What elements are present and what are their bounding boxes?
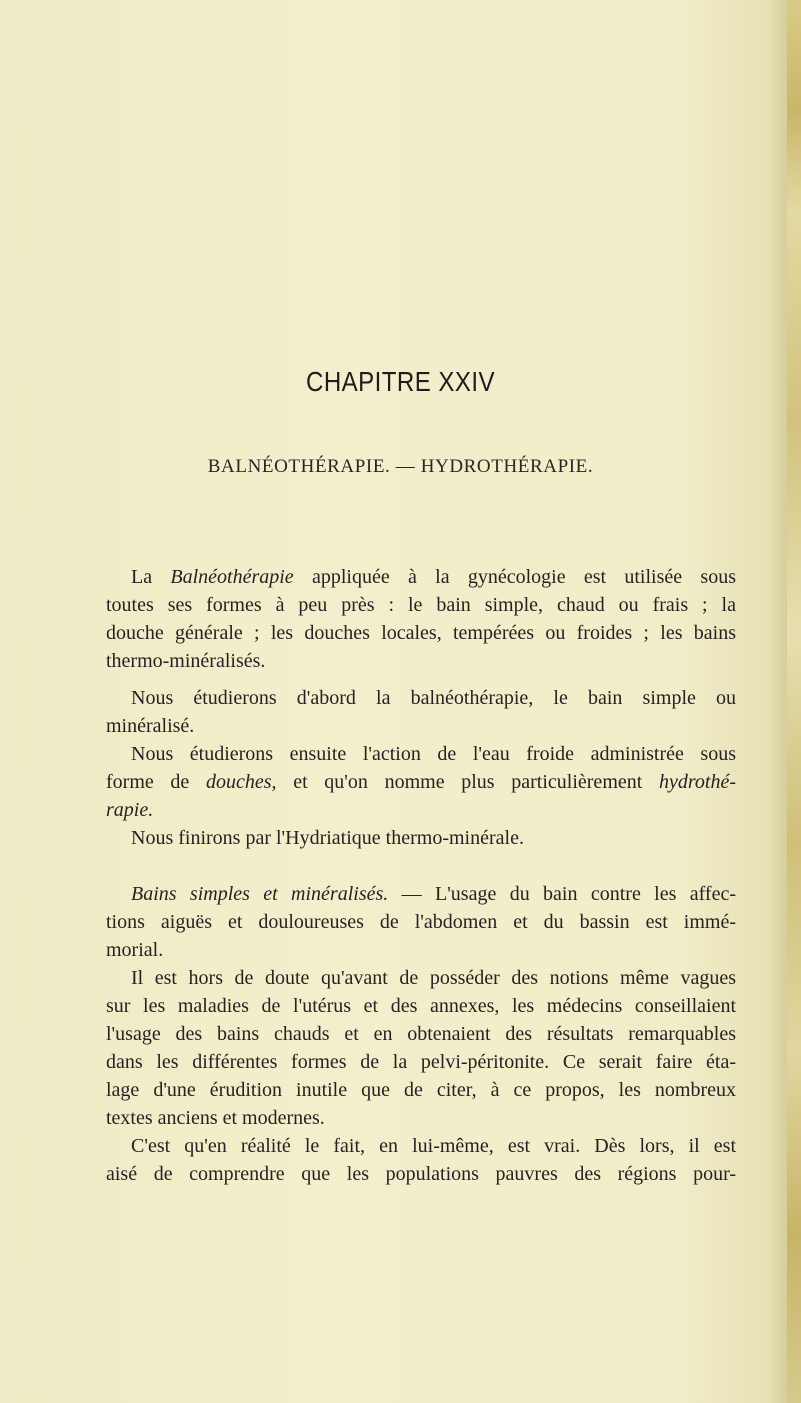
text-line xyxy=(131,824,736,852)
text-line xyxy=(106,992,736,1020)
body-text: thermo-minéralisés. xyxy=(106,650,266,672)
body-text: appliquée à la gynécologie est utilisée sous xyxy=(293,566,736,588)
text-line xyxy=(106,796,736,824)
text-line xyxy=(106,647,736,675)
text-line xyxy=(131,684,736,712)
body-text: morial. xyxy=(106,939,164,961)
body-text: Nous finirons par l'Hydriatique thermo-minérale. xyxy=(131,827,524,849)
text-line xyxy=(106,619,736,647)
italic-text: hydrothé- xyxy=(658,771,736,793)
text-line xyxy=(106,1076,736,1104)
italic-text: Balnéothérapie xyxy=(170,566,294,588)
body-text: sur les maladies de l'utérus et des annexes, les médecins conseillaient xyxy=(106,995,736,1017)
text-line xyxy=(106,908,736,936)
italic-text: douches, xyxy=(205,771,277,793)
body-text: Il est hors de doute qu'avant de posséder des notions même vagues xyxy=(131,967,736,989)
text-line xyxy=(106,591,736,619)
italic-text: rapie. xyxy=(106,799,154,821)
body-text: Nous étudierons d'abord la balnéothérapie, le bain simple ou xyxy=(131,687,736,709)
body-text: textes anciens et modernes. xyxy=(106,1107,325,1129)
body-text: Nous étudierons ensuite l'action de l'eau froide administrée sous xyxy=(131,743,736,765)
body-text: tions aiguës et douloureuses de l'abdomen et du bassin est immé- xyxy=(106,911,736,933)
body-text: La xyxy=(131,566,171,588)
text-line xyxy=(131,880,736,908)
body-text: douche générale ; les douches locales, tempérées ou froides ; les bains xyxy=(106,622,736,644)
text-line xyxy=(106,1160,736,1188)
text-line xyxy=(131,964,736,992)
body-text: forme de xyxy=(106,771,206,793)
body-text: toutes ses formes à peu près : le bain simple, chaud ou frais ; la xyxy=(106,594,736,616)
text-line xyxy=(106,712,736,740)
body-text: lage d'une érudition inutile que de citer, à ce propos, les nombreux xyxy=(106,1079,736,1101)
text-line xyxy=(131,740,736,768)
text-line xyxy=(106,1104,736,1132)
body-text: et qu'on nomme plus particulièrement xyxy=(276,771,659,793)
body-text: aisé de comprendre que les populations pauvres des régions pour- xyxy=(106,1163,736,1185)
text-line xyxy=(131,1132,736,1160)
text-line xyxy=(106,1048,736,1076)
text-line xyxy=(106,1020,736,1048)
body-text: C'est qu'en réalité le fait, en lui-même, est vrai. Dès lors, il est xyxy=(131,1135,736,1157)
chapter-title: CHAPITRE XXIV xyxy=(306,366,495,397)
chapter-subtitle: BALNÉOTHÉRAPIE. — HYDROTHÉRAPIE. xyxy=(207,456,594,477)
body-text: — L'usage du bain contre les affec- xyxy=(388,883,736,905)
body-text: dans les différentes formes de la pelvi-péritonite. Ce serait faire éta- xyxy=(106,1051,736,1073)
body-text: minéralisé. xyxy=(106,715,195,737)
italic-text: Bains simples et minéralisés. xyxy=(131,883,389,905)
body-text: l'usage des bains chauds et en obtenaient des résultats remarquables xyxy=(106,1023,736,1045)
text-line xyxy=(106,936,736,964)
page-edge xyxy=(787,0,801,1403)
text-line xyxy=(131,563,736,591)
text-line xyxy=(106,768,736,796)
